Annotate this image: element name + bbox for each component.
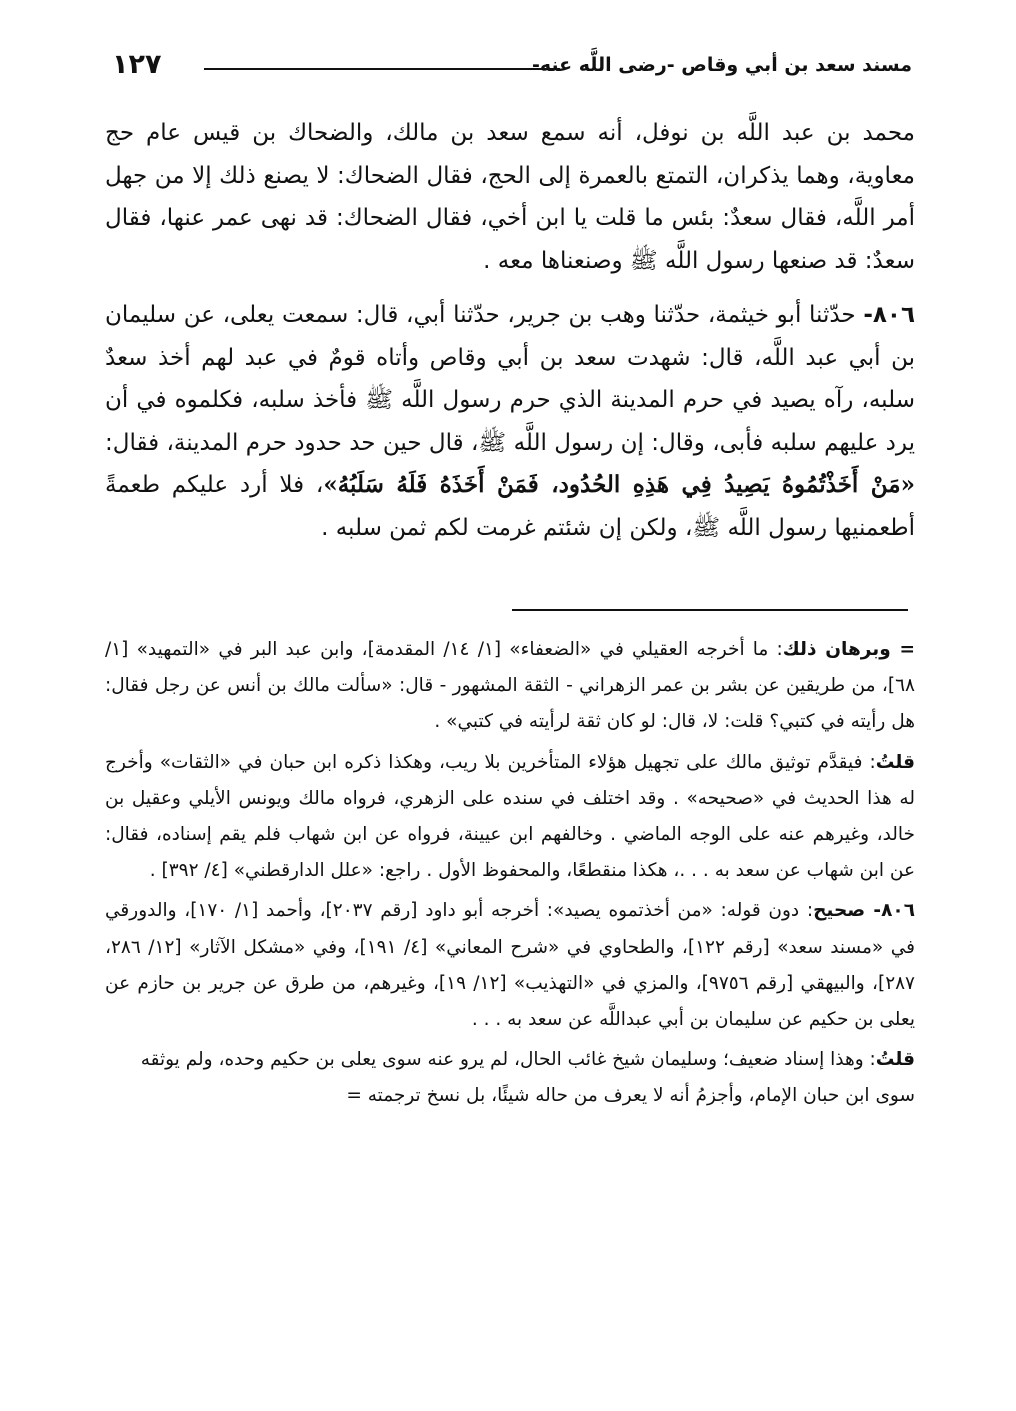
footnote-4-lead: قلتُ <box>875 1049 915 1071</box>
header-rule <box>204 68 560 70</box>
footnote-2-lead: قلتُ <box>875 751 915 773</box>
hadith-number: ٨٠٦- <box>863 302 915 328</box>
prophetic-quote: «مَنْ أَخَذْتُمُوهُ يَصِيدُ فِي هَذِهِ الحُدُود، فَمَنْ أَخَذَهُ فَلَهُ سَلَبُهُ» <box>323 471 915 498</box>
footnote-2-text: : فيقدَّم توثيق مالك على تجهيل هؤلاء المتأخرين بلا ريب، وهكذا ذكره ابن حبان في «الثقات» وأخرج له هذا الحديث في «صحيحه» . وقد اختلف في سنده على الزهري، فرواه مالك ويونس الأيلي وعقيل بن خالد، وغيرهم عنه على الوجه الماضي . وخالفهم ابن عيينة، فرواه عن ابن شهاب فلم يقم إسناده، فقال: عن ابن شهاب عن سعد به . . .، هكذا منقطعًا، والمحفوظ الأول . راجع: «علل الدارقطني» [٤/ ٣٩٢] . <box>105 751 915 882</box>
paragraph-1: محمد بن عبد اللَّه بن نوفل، أنه سمع سعد بن مالك، والضحاك بن قيس عام حج معاوية، وهما يذكران، التمتع بالعمرة إلى الحج، فقال الضحاك: لا يصنع ذلك إلا من جهل أمر اللَّه، فقال سعدٌ: بئس ما قلت يا ابن أخي، فقال الضحاك: قد نهى عمر عنها، فقال سعدٌ: قد صنعها رسول اللَّه ﷺ وصنعناها معه . <box>105 120 915 274</box>
hadith-text-a: حدّثنا أبو خيثمة، حدّثنا وهب بن جرير، حدّثنا أبي، قال: سمعت يعلى، عن سليمان بن أبي عبد اللَّه، قال: شهدت سعد بن أبي وقاص وأتاه قومٌ في عبد لهم أخذ سعدٌ سلبه، رآه يصيد في حرم المدينة الذي حرم رسول اللَّه ﷺ فأخذ سلبه، فكلموه في أن يرد عليهم سلبه فأبى، وقال: إن رسول اللَّه ﷺ، قال حين حد حدود حرم المدينة، فقال: <box>105 302 915 456</box>
footnote-3 <box>105 893 915 1038</box>
footnote-3-text: : دون قوله: «من أخذتموه يصيد»: أخرجه أبو داود [رقم ٢٠٣٧]، وأحمد [١/ ١٧٠]، والدورقي في «مسند سعد» [رقم ١٢٢]، والطحاوي في «شرح المعاني» [٤/ ١٩١]، وفي «مشكل الآثار» [١٢/ ٢٨٦، ٢٨٧]، والبيهقي [رقم ٩٧٥٦]، والمزي في «التهذيب» [١٢/ ١٩]، وغيرهم، من طرق عن جرير بن حازم عن يعلى بن حكيم عن سليمان بن أبي عبداللَّه عن سعد به . . . <box>105 900 915 1031</box>
footnote-4-text: : وهذا إسناد ضعيف؛ وسليمان شيخ غائب الحال، لم يرو عنه سوى يعلى بن حكيم وحده، ولم يوثقه سوى ابن حبان الإمام، وأجزمُ أنه لا يعرف من حاله شيئًا، بل نسخ ترجمته = <box>140 1049 915 1107</box>
hadith-text-b: ، فلا أرد عليكم طعمةً أطعمنيها رسول اللَّه ﷺ، ولكن إن شئتم غرمت لكم ثمن سلبه . <box>105 472 915 541</box>
footnote-2 <box>105 745 915 890</box>
footnote-1-text: : ما أخرجه العقيلي في «الضعفاء» [١/ ١٤/ المقدمة]، وابن عبد البر في «التمهيد» [١/ ٦٨]، من طريقين عن بشر بن عمر الزهراني - الثقة المشهور - قال: «سألت مالك بن أنس عن رجل فقال: هل رأيته في كتبي؟ قلت: لا، قال: لو كان ثقة لرأيته في كتبي» . <box>105 639 915 733</box>
footnote-1-lead: = وبرهان ذلك <box>782 639 915 660</box>
footnote-separator <box>512 609 908 611</box>
footnote-3-lead: ٨٠٦- صحيح <box>813 900 915 922</box>
paragraph-2 <box>105 294 915 549</box>
page-header <box>112 49 912 86</box>
footnote-1 <box>105 632 915 741</box>
page-number: ١٢٧ <box>112 49 162 80</box>
footnotes <box>105 632 915 1115</box>
footnote-4 <box>105 1042 915 1114</box>
running-title: مسند سعد بن أبي وقاص -رضى اللَّه عنه- <box>531 54 912 76</box>
main-text <box>105 112 915 549</box>
